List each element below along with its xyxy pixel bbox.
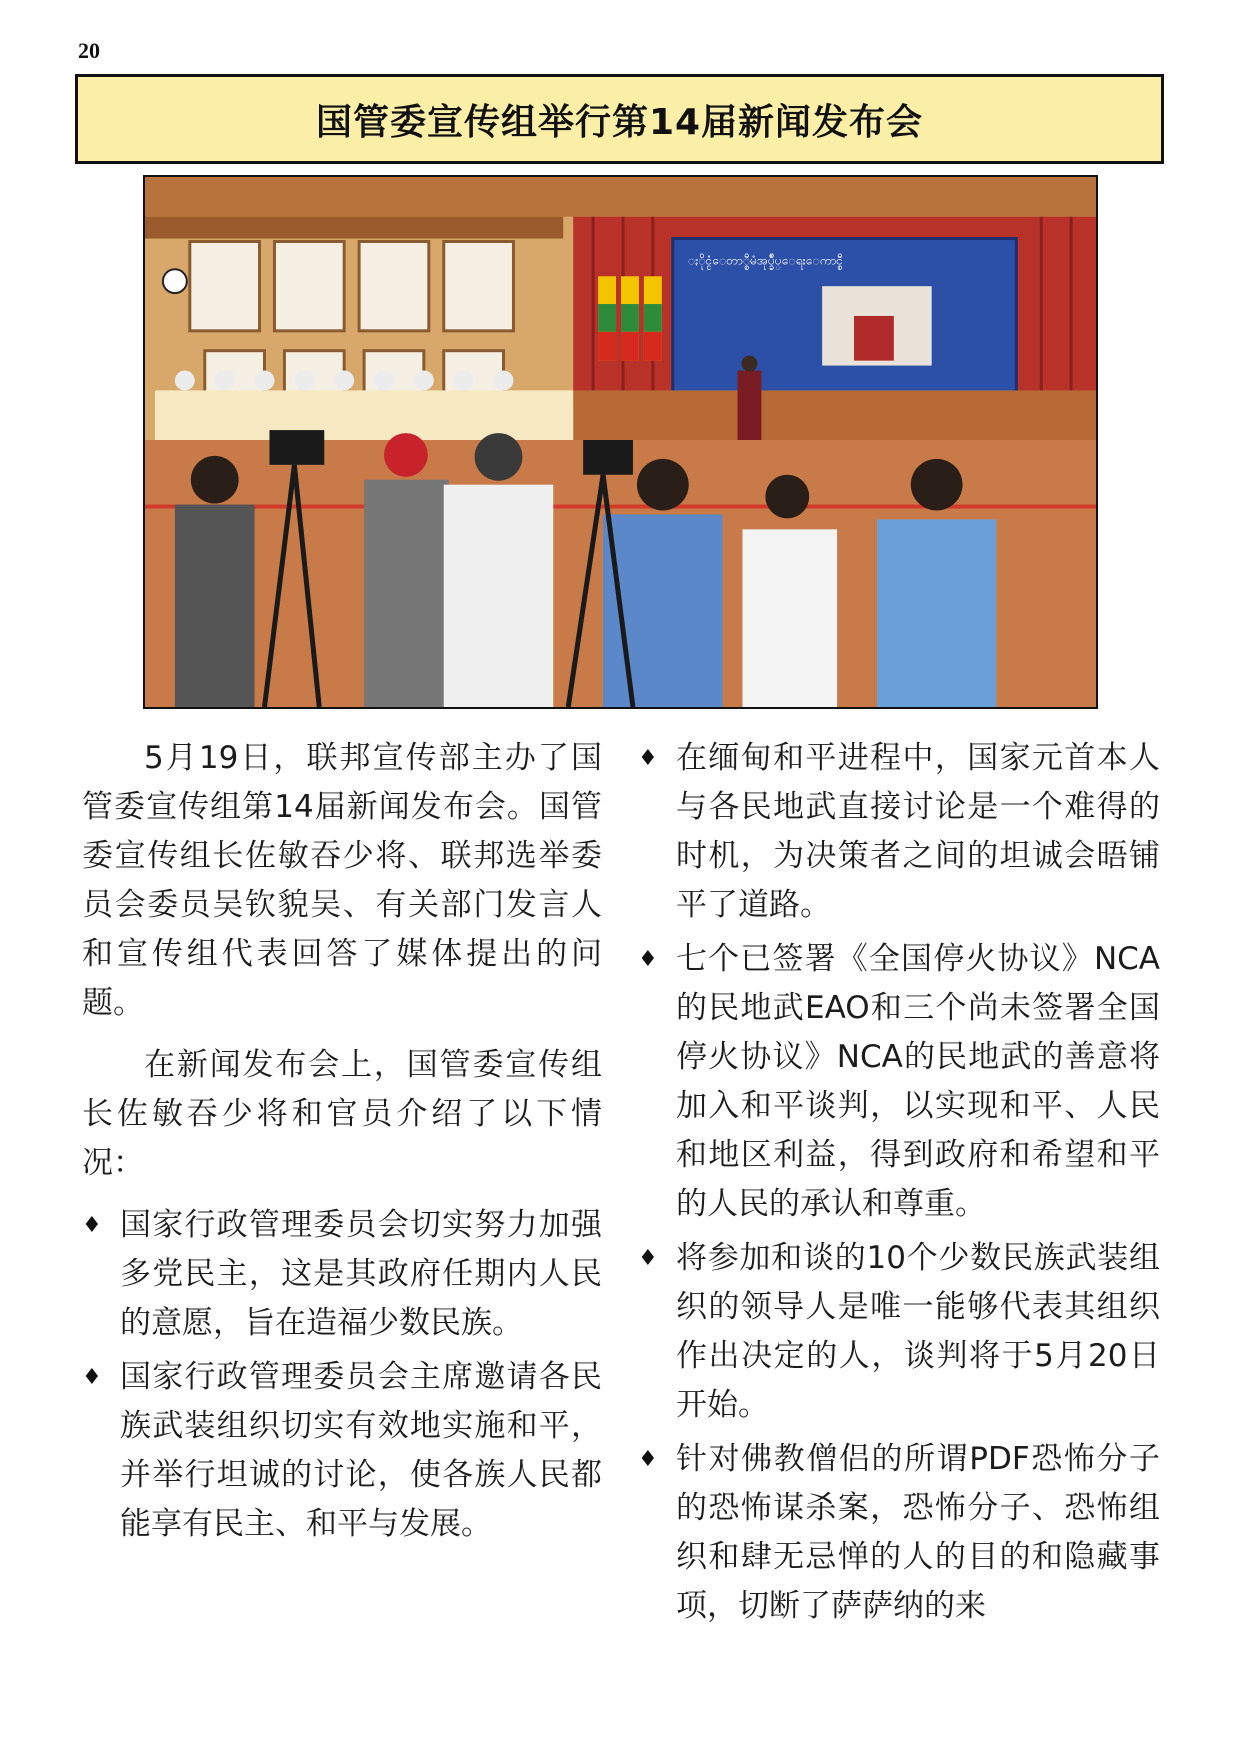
bullet-item: [638, 935, 1160, 1229]
diamond-bullet-icon: ♦: [638, 1246, 658, 1271]
title-banner: [75, 74, 1164, 164]
bullet-text: 将参加和谈的10个少数民族武装组织的领导人是唯一能够代表其组织作出决定的人，谈判将于5月20日开始。: [676, 1240, 1160, 1423]
left-bullet-list: [82, 1201, 602, 1549]
diamond-bullet-icon: ♦: [82, 1213, 102, 1238]
bullet-item: [638, 1435, 1160, 1631]
bullet-item: [638, 734, 1160, 930]
bullet-text: 针对佛教僧侣的所谓PDF恐怖分子的恐怖谋杀案，恐怖分子、恐怖组织和肆无忌惮的人的目的和隐藏事项，切断了萨萨纳的来: [676, 1441, 1160, 1624]
diamond-bullet-icon: ♦: [638, 1447, 658, 1472]
bullet-text: 在缅甸和平进程中，国家元首本人与各民地武直接讨论是一个难得的时机，为决策者之间的坦诚会晤铺平了道路。: [676, 740, 1160, 923]
photo-illustration: [145, 177, 1096, 707]
bullet-text: 国家行政管理委员会主席邀请各民族武装组织切实有效地实施和平，并举行坦诚的讨论，使各族人民都能享有民主、和平与发展。: [120, 1359, 602, 1542]
diamond-bullet-icon: ♦: [638, 947, 658, 972]
bullet-text: 国家行政管理委员会切实努力加强多党民主，这是其政府任期内人民的意愿，旨在造福少数民族。: [120, 1207, 602, 1341]
bullet-text: 七个已签署《全国停火协议》NCA的民地武EAO和三个尚未签署全国停火协议》NCA的民地武的善意将加入和平谈判，以实现和平、人民和地区利益，得到政府和希望和平的人民的承认和尊重。: [676, 941, 1160, 1222]
bullet-item: [82, 1201, 602, 1348]
page-title: 国管委宣传组举行第14届新闻发布会: [315, 101, 924, 143]
article-paragraph: 在新闻发布会上，国管委宣传组长佐敏吞少将和官员介绍了以下情况：: [82, 1047, 602, 1181]
article-left-column: [82, 734, 602, 1554]
press-conference-photo: [143, 175, 1098, 709]
bullet-item: [638, 1234, 1160, 1430]
diamond-bullet-icon: ♦: [638, 746, 658, 771]
article-paragraph: 5月19日，联邦宣传部主办了国管委宣传组第14届新闻发布会。国管委宣传组长佐敏吞少将、联邦选举委员会委员吴钦貌吴、有关部门发言人和宣传组代表回答了媒体提出的问题。: [82, 740, 602, 1021]
right-bullet-list: [638, 734, 1160, 1631]
svg-text:ႏိုင္ငံေတာ္စီမံအုပ္ခ်ဳပ္ေရးေကာ: ႏိုင္ငံေတာ္စီမံအုပ္ခ်ဳပ္ေရးေကာင္စီ: [687, 253, 843, 268]
diamond-bullet-icon: ♦: [82, 1365, 102, 1390]
page-number: 20: [78, 38, 100, 63]
article-right-column: [638, 734, 1160, 1636]
bullet-item: [82, 1353, 602, 1549]
